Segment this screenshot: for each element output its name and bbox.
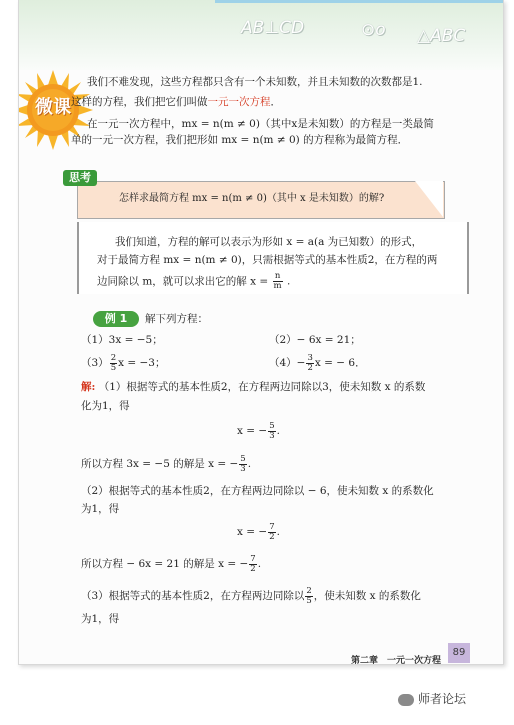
intro-line-1: 我们不难发现，这些方程都只含有一个未知数，并且未知数的次数都是1. [87,76,423,88]
header-decoration-circle: ⊙o [361,20,386,40]
solution-2-conclusion: 所以方程 − 6x = 21 的解是 x = − $\frac{7}{2}$ . [81,553,262,574]
think-answer-line-2: 对于最简方程 mx = n(m ≠ 0)，只需根据等式的基本性质2，在方程的两 [97,254,438,266]
intro-line-3: 在一元一次方程中，mx = n(m ≠ 0)（其中x是未知数）的方程是一类最简 [87,118,434,130]
solution-2-line-1: （2）根据等式的基本性质2，在方程两边同除以 − 6，使未知数 x 的系数化 [81,485,434,497]
chapter-footer: 第二章 一元一次方程 [351,656,442,665]
example-title: 解下列方程： [145,313,208,325]
intro-line-2: 这样的方程，我们把它们叫做一元一次方程． [71,96,281,108]
textbook-page [18,0,504,665]
solution-label: 解: [81,381,96,393]
think-answer-line-1: 我们知道，方程的解可以表示为形如 x = a(a 为已知数）的形式， [115,236,423,248]
think-question: 怎样求最简方程 mx = n(m ≠ 0)（其中 x 是未知数）的解? [119,193,385,204]
think-answer-line-3: 边同除以 m，就可以求出它的解 x = $\frac{n}{m}$ . [97,271,291,291]
watermark-text: 师者论坛 [418,692,467,706]
solution-1-line-1: 解: （1）根据等式的基本性质2，在方程两边同除以3，使未知数 x 的系数 [81,381,426,393]
problem-1: （1）3x = −5； [81,334,163,346]
problem-4: （4）− $\frac{3}{2}$ x = − 6． [269,352,366,373]
header-accent-line [215,0,503,3]
solution-3-line-2: 为1，得 [81,613,120,625]
micro-lesson-badge: 微课 [35,97,71,118]
header-decoration-triangle: △ABC [417,26,466,46]
problem-3: （3） $\frac{2}{5}$ x = −3； [81,352,166,373]
equation-2: x = − $\frac{7}{2}$ . [237,521,280,542]
watermark [398,690,466,707]
fraction-n-over-m: $\frac{n}{m}$ [273,271,282,291]
equation-1: x = − $\frac{5}{3}$ . [237,420,280,441]
solution-3-line-1: （3）根据等式的基本性质2，在方程两边同除以 $\frac{2}{5}$ ，使未知数 x 的系数化 [81,585,421,606]
problem-2: （2）− 6x = 21； [269,334,361,346]
chat-bubble-icon [398,694,414,706]
page-number: 89 [448,643,470,663]
think-tag: 思考 [63,170,97,186]
example-tag: 例 1 [93,311,139,327]
question-box-fold [415,181,443,217]
key-term: 一元一次方程 [207,96,271,108]
solution-2-line-2: 为1，得 [81,503,120,515]
solution-1-conclusion: 所以方程 3x = −5 的解是 x = − $\frac{5}{3}$ . [81,453,252,474]
header-decoration-perpendicular: AB⊥CD [241,18,305,38]
intro-line-4: 单的一元一次方程，我们把形如 mx = n(m ≠ 0) 的方程称为最简方程． [71,134,409,146]
solution-1-line-2: 化为1，得 [81,400,130,412]
